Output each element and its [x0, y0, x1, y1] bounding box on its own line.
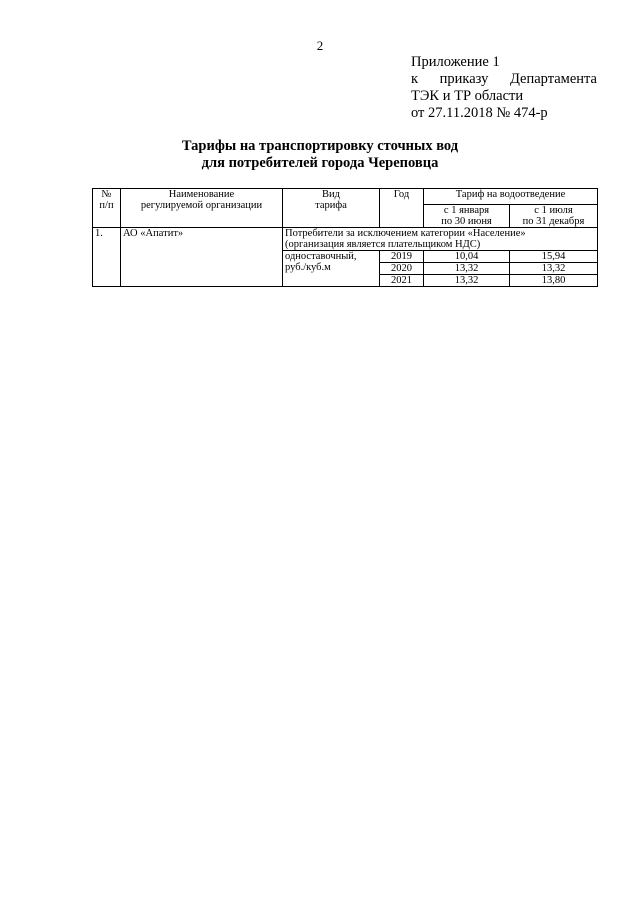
header-period-2-line-2: по 31 декабря	[522, 216, 585, 227]
header-number	[93, 189, 121, 228]
header-tariff-type	[283, 189, 380, 228]
cell-tariff-half-2: 13,32	[510, 263, 598, 275]
document-title	[0, 138, 640, 172]
document-title-line-2: для потребителей города Череповца	[201, 155, 439, 171]
annex-block	[411, 54, 597, 122]
tariffs-table	[92, 188, 598, 287]
header-organization-line-1: Наименование	[168, 189, 235, 200]
tariff-type-line-2: руб./куб.м	[285, 262, 331, 273]
annex-word: к	[411, 71, 419, 87]
header-period-1-line-2: по 30 июня	[441, 216, 492, 227]
header-tariff-type-line-1: Вид	[322, 189, 340, 200]
cell-tariff-half-1: 13,32	[424, 263, 510, 275]
consumer-category-line-1: Потребители за исключением категории «Население»	[285, 228, 526, 239]
header-number-line-2: п/п	[99, 200, 114, 211]
header-tariff-group: Тариф на водоотведение	[424, 189, 598, 205]
annex-word: Департамента	[509, 71, 597, 87]
header-number-line-1: №	[101, 189, 112, 200]
cell-tariff-half-1: 13,32	[424, 275, 510, 287]
header-organization	[121, 189, 283, 228]
annex-title: Приложение 1	[411, 54, 500, 70]
cell-year: 2020	[380, 263, 424, 275]
cell-tariff-half-2: 13,80	[510, 275, 598, 287]
tariff-type-line-1: одноставочный,	[285, 251, 357, 262]
page-number: 2	[316, 38, 324, 53]
header-period-2-line-1: с 1 июля	[534, 205, 573, 216]
cell-consumer-category	[283, 228, 598, 251]
header-period-1-line-1: с 1 января	[443, 205, 490, 216]
header-period-1	[424, 205, 510, 228]
annex-date-number: от 27.11.2018 № 474-р	[411, 105, 548, 121]
cell-tariff-half-2: 15,94	[510, 251, 598, 263]
table-header-row	[93, 189, 598, 205]
header-organization-line-2: регулируемой организации	[140, 200, 263, 211]
annex-word: приказу	[439, 71, 489, 87]
header-period-2	[510, 205, 598, 228]
annex-order-line	[411, 71, 597, 88]
document-title-line-1: Тарифы на транспортировку сточных вод	[181, 138, 459, 154]
header-tariff-type-line-2: тарифа	[315, 200, 347, 211]
cell-tariff-half-1: 10,04	[424, 251, 510, 263]
table-row	[93, 228, 598, 251]
cell-organization: АО «Апатит»	[121, 228, 283, 287]
cell-year: 2021	[380, 275, 424, 287]
cell-year: 2019	[380, 251, 424, 263]
annex-department: ТЭК и ТР области	[411, 88, 524, 104]
consumer-category-line-2: (организация является плательщиком НДС)	[285, 239, 481, 250]
cell-tariff-type	[283, 251, 380, 287]
header-year: Год	[380, 189, 424, 228]
cell-number: 1.	[93, 228, 121, 287]
